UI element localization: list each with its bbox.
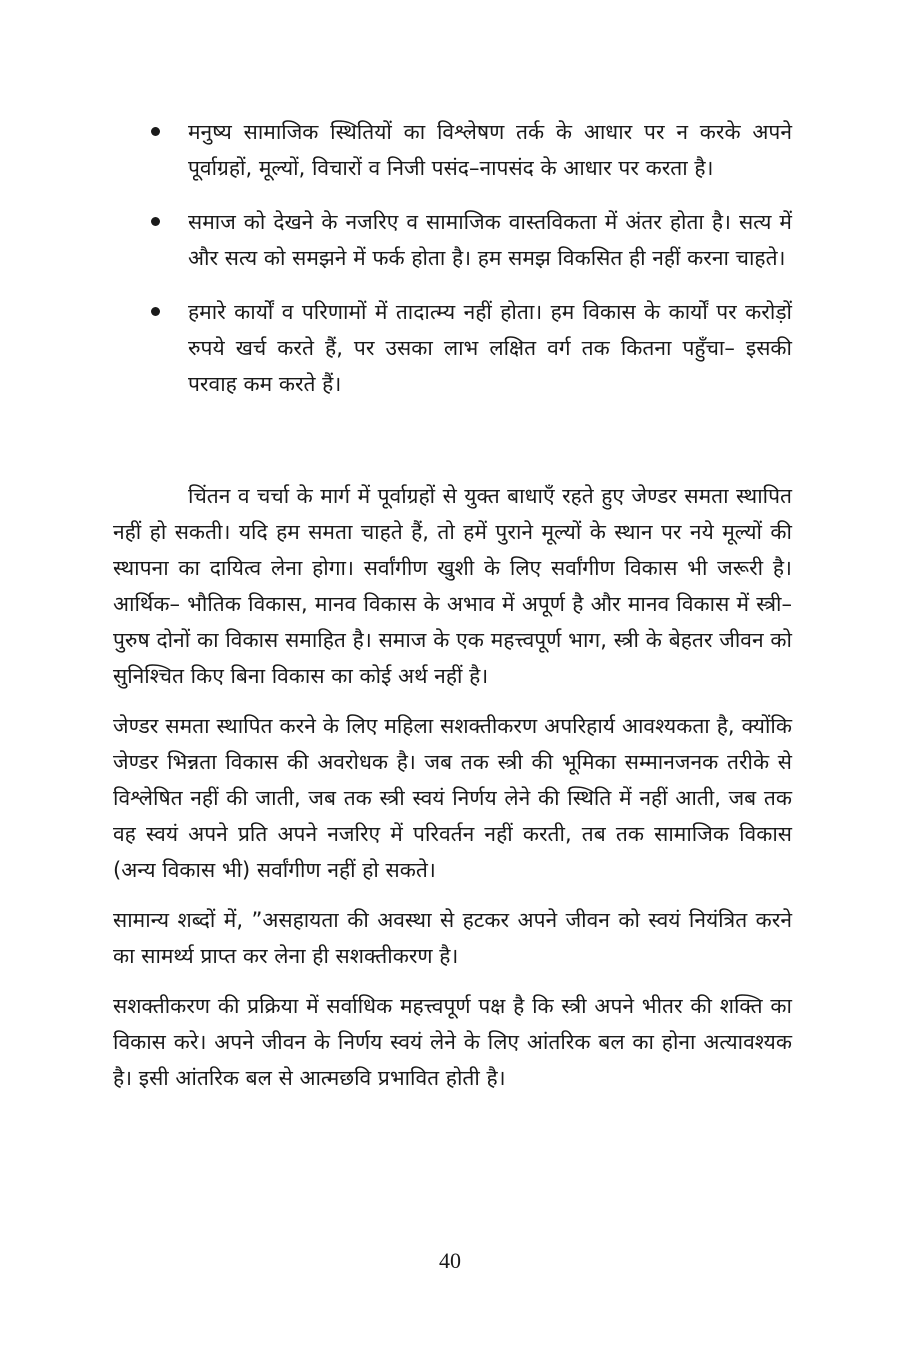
bullet-text: मनुष्य सामाजिक स्थितियों का विश्लेषण तर्क के आधार पर न करके अपने पूर्वाग्रहों, मूल्यों, विचारों व निजी पसंद–नापसंद के आधार पर करता है। [188,120,792,180]
paragraph: सामान्य शब्दों में, ”असहायता की अवस्था से हटकर अपने जीवन को स्वयं नियंत्रित करने का सामर्थ्य प्राप्त कर लेना ही सशक्तीकरण है। [113,908,792,968]
bullet-text: समाज को देखने के नजरिए व सामाजिक वास्तविकता में अंतर होता है। सत्य में और सत्य को समझने में फर्क होता है। हम समझ विकसित ही नहीं करना चाहते। [188,210,792,270]
bullet-dot-icon [151,217,160,226]
body-text [113,478,792,1110]
bullet-item [148,204,792,276]
paragraph: जेण्डर समता स्थापित करने के लिए महिला सशक्तीकरण अपरिहार्य आवश्यकता है, क्योंकि जेण्डर भिन्नता विकास की अवरोधक है। जब तक स्त्री की भूमिका सम्मानजनक तरीके से विश्लेषित नहीं की जाती, जब तक स्त्री स्वयं निर्णय लेने की स्थिति में नहीं आती, जब तक वह स्वयं अपने प्रति अपने नजरिए में परिवर्तन नहीं करती, तब तक सामाजिक विकास (अन्य विकास भी) सर्वांगीण नहीं हो सकते। [113,714,792,882]
bullet-item [148,294,792,402]
page-number: 40 [439,1248,461,1273]
bullet-dot-icon [151,127,160,136]
bullet-item [148,114,792,186]
bullet-dot-icon [151,307,160,316]
paragraph: सशक्तीकरण की प्रक्रिया में सर्वाधिक महत्त्वपूर्ण पक्ष है कि स्त्री अपने भीतर की शक्ति का विकास करे। अपने जीवन के निर्णय स्वयं लेने के लिए आंतरिक बल का होना अत्यावश्यक है। इसी आंतरिक बल से आत्मछवि प्रभावित होती है। [113,994,792,1090]
bullet-list [148,114,792,420]
bullet-text: हमारे कार्यों व परिणामों में तादात्म्य नहीं होता। हम विकास के कार्यों पर करोड़ों रुपये खर्च करते हैं, पर उसका लाभ लक्षित वर्ग तक कितना पहुँचा– इसकी परवाह कम करते हैं। [188,300,792,396]
paragraph: चिंतन व चर्चा के मार्ग में पूर्वाग्रहों से युक्त बाधाएँ रहते हुए जेण्डर समता स्थापित नहीं हो सकती। यदि हम समता चाहते हैं, तो हमें पुराने मूल्यों के स्थान पर नये मूल्यों की स्थापना का दायित्व लेना होगा। सर्वांगीण खुशी के लिए सर्वांगीण विकास भी जरूरी है। आर्थिक– भौतिक विकास, मानव विकास के अभाव में अपूर्ण है और मानव विकास में स्त्री–पुरुष दोनों का विकास समाहित है। समाज के एक महत्त्वपूर्ण भाग, स्त्री के बेहतर जीवन को सुनिश्चित किए बिना विकास का कोई अर्थ नहीं है। [113,484,792,688]
